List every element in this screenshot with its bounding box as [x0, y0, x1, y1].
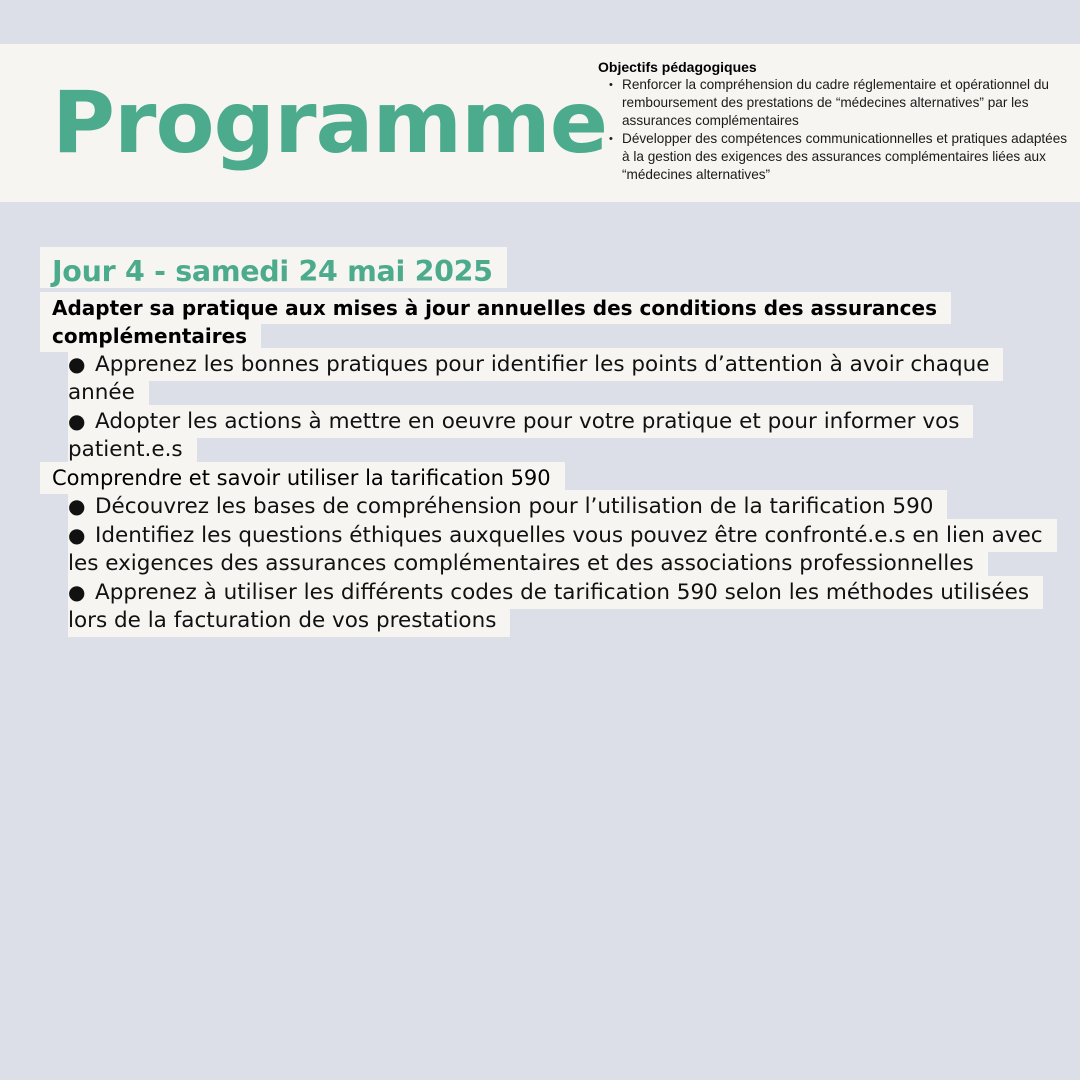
- day-title-text: Jour 4 - samedi 24 mai 2025: [40, 247, 507, 288]
- bullet-icon: ●: [68, 523, 86, 547]
- list-item-text: Apprenez à utiliser les différents codes de tarification 590 selon les méthodes utilisées lors de la facturation de vos prestations: [68, 580, 1030, 633]
- section-title: [40, 464, 1080, 492]
- bullet-icon: •: [609, 133, 613, 145]
- objective-text: Développer des compétences communicationnelles et pratiques adaptées à la gestion des exigences des assurances complémentaires liées aux “médecines alternatives”: [622, 131, 1068, 182]
- list-item-text: Apprenez les bonnes pratiques pour identifier les points d’attention à avoir chaque année: [68, 352, 990, 405]
- objectives-box: [598, 58, 1073, 184]
- section-title-text: Comprendre et savoir utiliser la tarification 590: [40, 462, 565, 494]
- list-item-highlight: [68, 405, 973, 466]
- list-item-highlight: [68, 519, 1057, 580]
- objectives-heading: Objectifs pédagogiques: [598, 59, 757, 75]
- page-title: Programme: [52, 73, 608, 173]
- objectives-list: [598, 76, 1073, 184]
- day-title: [40, 250, 1080, 294]
- bullet-icon: ●: [68, 409, 86, 433]
- day-program: [0, 250, 1080, 635]
- list-item-text: Découvrez les bases de compréhension pour l’utilisation de la tarification 590: [95, 494, 934, 519]
- objective-item: [598, 76, 1073, 130]
- list-item-text: Identifiez les questions éthiques auxquelles vous pouvez être confronté.e.s en lien avec les exigences des assurances complémentaires et des associations professionnelles: [68, 523, 1043, 576]
- section-items: [0, 350, 1048, 464]
- bullet-icon: •: [609, 79, 613, 91]
- list-item: [68, 521, 1048, 578]
- section-items: [0, 492, 1048, 635]
- list-item: [68, 350, 1048, 407]
- list-item: [68, 578, 1048, 635]
- list-item: [68, 407, 1048, 464]
- list-item: [68, 492, 1048, 521]
- objective-text: Renforcer la compréhension du cadre réglementaire et opérationnel du remboursement des prestations de “médecines alternatives” par les assurances complémentaires: [622, 77, 1049, 128]
- list-item-highlight: [68, 348, 1003, 409]
- bullet-icon: ●: [68, 494, 86, 518]
- section-title-text: Adapter sa pratique aux mises à jour annuelles des conditions des assurances complémentaires: [40, 292, 951, 352]
- bullet-icon: ●: [68, 352, 86, 376]
- bullet-icon: ●: [68, 580, 86, 604]
- objective-item: [598, 130, 1073, 184]
- section-title: [40, 294, 940, 350]
- list-item-text: Adopter les actions à mettre en oeuvre pour votre pratique et pour informer vos patient.e.s: [68, 409, 960, 462]
- list-item-highlight: [68, 576, 1043, 637]
